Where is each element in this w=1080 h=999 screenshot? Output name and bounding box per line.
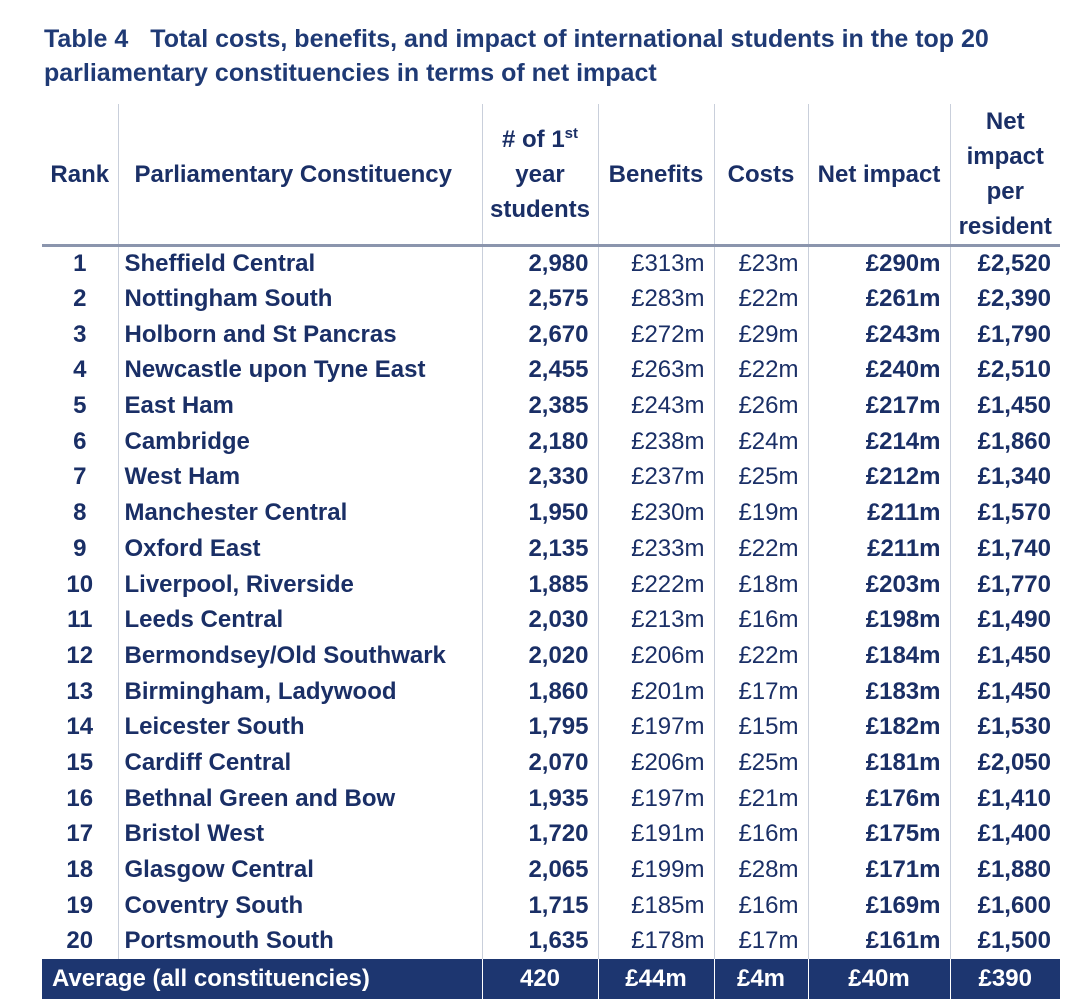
cell-rank: 7 <box>42 460 118 496</box>
table-number: Table 4 <box>44 25 129 53</box>
header-rank: Rank <box>42 104 118 246</box>
header-students-superscript: st <box>564 124 579 142</box>
header-first-year-students <box>482 104 598 246</box>
cell-first-year-students: 2,135 <box>482 531 598 567</box>
cell-benefits: £206m <box>598 638 714 674</box>
cell-constituency: Manchester Central <box>118 495 482 531</box>
cell-constituency: East Ham <box>118 388 482 424</box>
cell-net-per-resident: £1,790 <box>950 317 1060 353</box>
header-costs: Costs <box>714 104 808 246</box>
cell-net-per-resident: £1,880 <box>950 852 1060 888</box>
header-constituency: Parliamentary Constituency <box>118 104 482 246</box>
cell-constituency: Bristol West <box>118 817 482 853</box>
cell-first-year-students: 2,385 <box>482 388 598 424</box>
cell-first-year-students: 2,980 <box>482 246 598 282</box>
average-benefits: £44m <box>598 959 714 999</box>
table-row <box>42 353 1060 389</box>
cell-net-impact: £171m <box>808 852 950 888</box>
cell-first-year-students: 1,795 <box>482 709 598 745</box>
cell-constituency: Birmingham, Ladywood <box>118 674 482 710</box>
cell-benefits: £272m <box>598 317 714 353</box>
cell-first-year-students: 2,330 <box>482 460 598 496</box>
table-header <box>42 104 1060 246</box>
cell-costs: £24m <box>714 424 808 460</box>
cell-costs: £16m <box>714 817 808 853</box>
table-row <box>42 495 1060 531</box>
cell-first-year-students: 2,670 <box>482 317 598 353</box>
table-row <box>42 852 1060 888</box>
cell-rank: 15 <box>42 745 118 781</box>
cell-rank: 18 <box>42 852 118 888</box>
cell-first-year-students: 1,635 <box>482 924 598 960</box>
cell-rank: 13 <box>42 674 118 710</box>
table-row <box>42 817 1060 853</box>
cell-benefits: £230m <box>598 495 714 531</box>
cell-net-per-resident: £1,740 <box>950 531 1060 567</box>
cell-costs: £22m <box>714 531 808 567</box>
cell-constituency: Cardiff Central <box>118 745 482 781</box>
cell-net-impact: £182m <box>808 709 950 745</box>
cell-net-impact: £175m <box>808 817 950 853</box>
cell-net-impact: £212m <box>808 460 950 496</box>
cell-first-year-students: 2,065 <box>482 852 598 888</box>
table-row <box>42 638 1060 674</box>
cell-rank: 10 <box>42 567 118 603</box>
table-row <box>42 281 1060 317</box>
cell-net-per-resident: £2,390 <box>950 281 1060 317</box>
cell-constituency: Cambridge <box>118 424 482 460</box>
cell-first-year-students: 2,180 <box>482 424 598 460</box>
cell-first-year-students: 2,455 <box>482 353 598 389</box>
cell-costs: £16m <box>714 888 808 924</box>
cell-net-per-resident: £1,860 <box>950 424 1060 460</box>
constituency-table <box>42 104 1060 999</box>
cell-net-per-resident: £1,600 <box>950 888 1060 924</box>
cell-benefits: £237m <box>598 460 714 496</box>
table-row <box>42 745 1060 781</box>
table-row <box>42 424 1060 460</box>
cell-rank: 5 <box>42 388 118 424</box>
cell-first-year-students: 2,020 <box>482 638 598 674</box>
cell-benefits: £191m <box>598 817 714 853</box>
cell-first-year-students: 1,715 <box>482 888 598 924</box>
table-row <box>42 460 1060 496</box>
cell-net-impact: £184m <box>808 638 950 674</box>
cell-first-year-students: 2,030 <box>482 602 598 638</box>
cell-net-impact: £203m <box>808 567 950 603</box>
cell-constituency: Bethnal Green and Bow <box>118 781 482 817</box>
table-row <box>42 602 1060 638</box>
cell-net-impact: £181m <box>808 745 950 781</box>
average-net-per-resident: £390 <box>950 959 1060 999</box>
cell-costs: £22m <box>714 638 808 674</box>
header-net-impact-per-resident: Net impact per resident <box>950 104 1060 246</box>
average-net-impact: £40m <box>808 959 950 999</box>
cell-rank: 3 <box>42 317 118 353</box>
table-row <box>42 709 1060 745</box>
cell-rank: 14 <box>42 709 118 745</box>
cell-costs: £22m <box>714 281 808 317</box>
table-row <box>42 567 1060 603</box>
table-row <box>42 388 1060 424</box>
cell-benefits: £213m <box>598 602 714 638</box>
table-row <box>42 531 1060 567</box>
cell-costs: £19m <box>714 495 808 531</box>
cell-net-impact: £169m <box>808 888 950 924</box>
cell-constituency: Glasgow Central <box>118 852 482 888</box>
cell-constituency: Newcastle upon Tyne East <box>118 353 482 389</box>
cell-net-impact: £211m <box>808 495 950 531</box>
cell-rank: 16 <box>42 781 118 817</box>
cell-first-year-students: 1,860 <box>482 674 598 710</box>
cell-net-per-resident: £1,450 <box>950 674 1060 710</box>
cell-net-per-resident: £1,770 <box>950 567 1060 603</box>
cell-constituency: Oxford East <box>118 531 482 567</box>
cell-net-impact: £217m <box>808 388 950 424</box>
cell-constituency: Coventry South <box>118 888 482 924</box>
cell-net-impact: £211m <box>808 531 950 567</box>
cell-net-per-resident: £1,570 <box>950 495 1060 531</box>
cell-rank: 19 <box>42 888 118 924</box>
cell-constituency: Portsmouth South <box>118 924 482 960</box>
cell-rank: 11 <box>42 602 118 638</box>
cell-benefits: £197m <box>598 781 714 817</box>
cell-net-per-resident: £1,490 <box>950 602 1060 638</box>
cell-rank: 4 <box>42 353 118 389</box>
cell-benefits: £197m <box>598 709 714 745</box>
table-body <box>42 246 1060 960</box>
cell-benefits: £201m <box>598 674 714 710</box>
cell-benefits: £238m <box>598 424 714 460</box>
cell-first-year-students: 2,575 <box>482 281 598 317</box>
cell-costs: £26m <box>714 388 808 424</box>
table-caption <box>44 22 1054 90</box>
cell-rank: 6 <box>42 424 118 460</box>
cell-first-year-students: 2,070 <box>482 745 598 781</box>
cell-net-impact: £198m <box>808 602 950 638</box>
average-label: Average (all constituencies) <box>42 959 482 999</box>
table-row <box>42 888 1060 924</box>
cell-constituency: Holborn and St Pancras <box>118 317 482 353</box>
cell-constituency: Leicester South <box>118 709 482 745</box>
cell-net-per-resident: £1,500 <box>950 924 1060 960</box>
cell-benefits: £185m <box>598 888 714 924</box>
cell-net-per-resident: £2,520 <box>950 246 1060 282</box>
header-benefits: Benefits <box>598 104 714 246</box>
cell-rank: 17 <box>42 817 118 853</box>
cell-net-per-resident: £2,050 <box>950 745 1060 781</box>
cell-costs: £25m <box>714 745 808 781</box>
table-row <box>42 246 1060 282</box>
cell-benefits: £283m <box>598 281 714 317</box>
cell-net-impact: £261m <box>808 281 950 317</box>
cell-net-per-resident: £1,400 <box>950 817 1060 853</box>
caption-title: Total costs, benefits, and impact of international students in the top 20 <box>150 25 989 53</box>
cell-constituency: Sheffield Central <box>118 246 482 282</box>
average-row <box>42 959 1060 999</box>
table-footer <box>42 959 1060 999</box>
cell-costs: £17m <box>714 674 808 710</box>
caption-line-2: parliamentary constituencies in terms of net impact <box>44 59 657 87</box>
cell-constituency: West Ham <box>118 460 482 496</box>
cell-benefits: £222m <box>598 567 714 603</box>
caption-line-1 <box>44 22 1054 56</box>
cell-first-year-students: 1,720 <box>482 817 598 853</box>
cell-net-impact: £243m <box>808 317 950 353</box>
cell-net-impact: £290m <box>808 246 950 282</box>
header-students-post: year students <box>489 160 590 223</box>
cell-costs: £18m <box>714 567 808 603</box>
cell-net-per-resident: £1,530 <box>950 709 1060 745</box>
cell-net-per-resident: £1,450 <box>950 638 1060 674</box>
cell-benefits: £206m <box>598 745 714 781</box>
header-net-impact: Net impact <box>808 104 950 246</box>
table-row <box>42 924 1060 960</box>
cell-costs: £25m <box>714 460 808 496</box>
cell-net-impact: £214m <box>808 424 950 460</box>
cell-rank: 2 <box>42 281 118 317</box>
table-row <box>42 674 1060 710</box>
average-students: 420 <box>482 959 598 999</box>
cell-net-impact: £161m <box>808 924 950 960</box>
cell-costs: £28m <box>714 852 808 888</box>
cell-rank: 8 <box>42 495 118 531</box>
cell-rank: 9 <box>42 531 118 567</box>
cell-first-year-students: 1,885 <box>482 567 598 603</box>
header-row <box>42 104 1060 246</box>
cell-constituency: Bermondsey/Old Southwark <box>118 638 482 674</box>
header-students-pre: # of 1 <box>501 125 565 153</box>
cell-costs: £22m <box>714 353 808 389</box>
cell-benefits: £199m <box>598 852 714 888</box>
cell-rank: 20 <box>42 924 118 960</box>
cell-costs: £15m <box>714 709 808 745</box>
cell-net-impact: £183m <box>808 674 950 710</box>
average-costs: £4m <box>714 959 808 999</box>
cell-costs: £17m <box>714 924 808 960</box>
cell-net-per-resident: £2,510 <box>950 353 1060 389</box>
table-row <box>42 317 1060 353</box>
cell-rank: 12 <box>42 638 118 674</box>
cell-net-impact: £240m <box>808 353 950 389</box>
cell-net-per-resident: £1,340 <box>950 460 1060 496</box>
cell-benefits: £313m <box>598 246 714 282</box>
cell-first-year-students: 1,950 <box>482 495 598 531</box>
cell-benefits: £178m <box>598 924 714 960</box>
cell-rank: 1 <box>42 246 118 282</box>
cell-net-per-resident: £1,450 <box>950 388 1060 424</box>
cell-benefits: £263m <box>598 353 714 389</box>
cell-constituency: Leeds Central <box>118 602 482 638</box>
cell-net-per-resident: £1,410 <box>950 781 1060 817</box>
cell-constituency: Liverpool, Riverside <box>118 567 482 603</box>
cell-benefits: £243m <box>598 388 714 424</box>
cell-costs: £16m <box>714 602 808 638</box>
cell-constituency: Nottingham South <box>118 281 482 317</box>
cell-costs: £23m <box>714 246 808 282</box>
table-row <box>42 781 1060 817</box>
cell-first-year-students: 1,935 <box>482 781 598 817</box>
cell-costs: £21m <box>714 781 808 817</box>
cell-costs: £29m <box>714 317 808 353</box>
cell-benefits: £233m <box>598 531 714 567</box>
cell-net-impact: £176m <box>808 781 950 817</box>
